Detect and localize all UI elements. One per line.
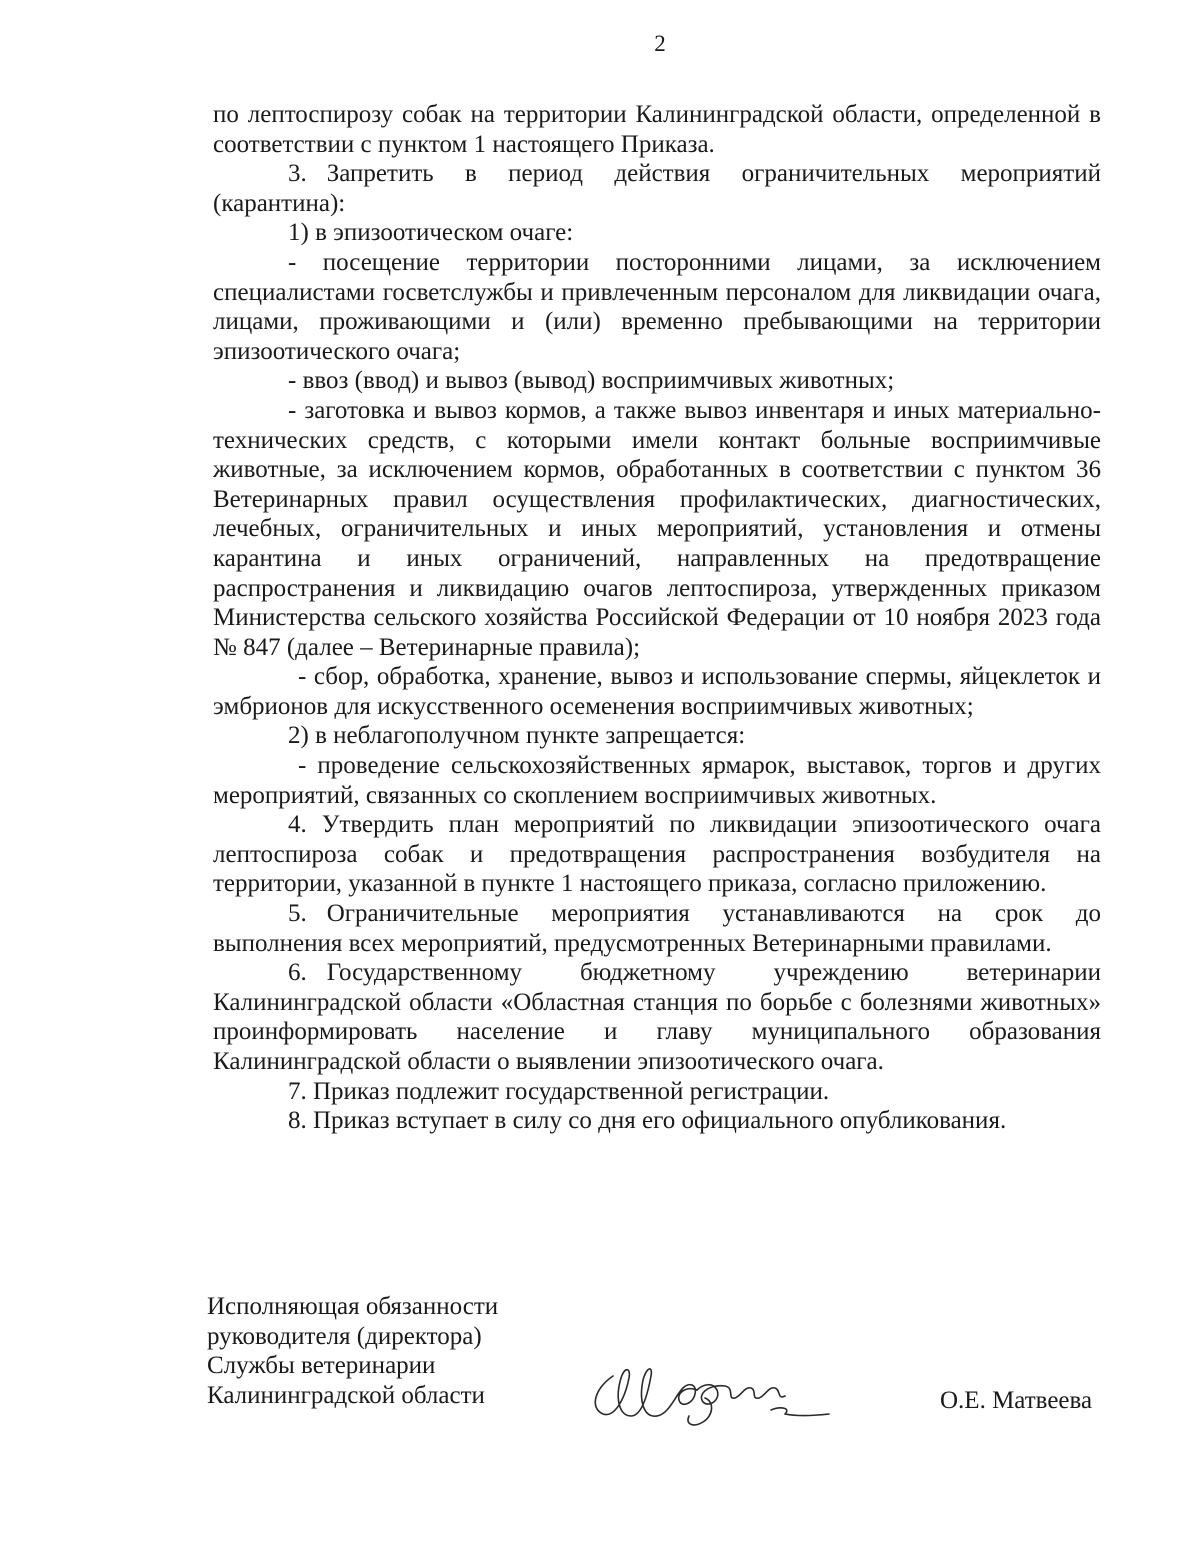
signer-name: О.Е. Матвеева: [940, 1387, 1093, 1414]
page-number: 2: [654, 31, 666, 56]
signatory-title-line: Калининградской области: [207, 1381, 485, 1409]
paragraph-text: Государственному бюджетному учреждению ветеринарии Калининградской области «Областная станция по борьбе с болезнями животных» проинформировать население и главу муниципального образования Калининградской области о выявлении эпизоотического очага.: [213, 959, 1101, 1075]
paragraph-dash-feed: - заготовка и вывоз кормов, а также вывоз инвентаря и иных материально-технических средств, с которыми имели контакт больные восприимчивые животные, за исключением кормов, обработанных в соответствии с пунктом 36 Ветеринарных правил осуществления профилактических, диагностических, лечебных, ограничительных и иных мероприятий, установления и отмены карантина и иных ограничений, направленных на предотвращение распространения и ликвидацию очагов лептоспироза, утвержденных приказом Министерства сельского хозяйства Российской Федерации от 10 ноября 2023 года № 847 (далее – Ветеринарные правила);: [213, 396, 1101, 661]
paragraph-item-5: [213, 899, 1101, 958]
document-body: [213, 100, 1101, 1136]
paragraph-item-4: 4. Утвердить план мероприятий по ликвидации эпизоотического очага лептоспироза собак и предотвращения распространения возбудителя на территории, указанной в пункте 1 настоящего приказа, согласно приложению.: [213, 811, 1101, 898]
signatory-title-line: Службы ветеринарии: [207, 1352, 436, 1379]
paragraph-item-7: 7. Приказ подлежит государственной регистрации.: [288, 1077, 830, 1105]
paragraph-subitem-2: 2) в неблагополучном пункте запрещается:: [288, 722, 746, 750]
signatory-title: [207, 1292, 498, 1410]
paragraph-dash-fairs: - проведение сельскохозяйственных ярмарок, выставок, торгов и других мероприятий, связанных со скоплением восприимчивых животных.: [213, 752, 1101, 809]
paragraph-text: Ограничительные мероприятия устанавливаются на срок до выполнения всех мероприятий, предусмотренных Ветеринарными правилами.: [213, 900, 1101, 957]
item-number: 5.: [288, 900, 307, 928]
paragraph-text: Запретить в период действия ограничительных мероприятий (карантина):: [213, 160, 1101, 217]
paragraph-dash-sperm: - сбор, обработка, хранение, вывоз и использование спермы, яйцеклеток и эмбрионов для искусственного осеменения восприимчивых животных;: [213, 663, 1101, 720]
item-number: 6.: [288, 959, 307, 987]
item-number: 3.: [288, 160, 307, 188]
signatory-title-line: Исполняющая обязанности: [207, 1293, 499, 1320]
paragraph-item-3: [213, 159, 1101, 218]
signatory-title-line: руководителя (директора): [207, 1322, 482, 1350]
paragraph-dash-import: - ввоз (ввод) и вывоз (вывод) восприимчивых животных;: [288, 367, 895, 395]
paragraph-subitem-1: 1) в эпизоотическом очаге:: [288, 219, 574, 247]
paragraph-continuation: по лептоспирозу собак на территории Калининградской области, определенной в соответствии с пунктом 1 настоящего Приказа.: [213, 101, 1101, 158]
paragraph-item-6: [213, 958, 1101, 1076]
paragraph-item-8: 8. Приказ вступает в силу со дня его официального опубликования.: [288, 1107, 1007, 1135]
handwritten-signature-icon: [585, 1338, 845, 1448]
paragraph-dash-visit: - посещение территории посторонними лицами, за исключением специалистами госветслужбы и привлеченным персоналом для ликвидации очага, лицами, проживающими и (или) временно пребывающими на территории эпизоотического очага;: [213, 248, 1101, 365]
